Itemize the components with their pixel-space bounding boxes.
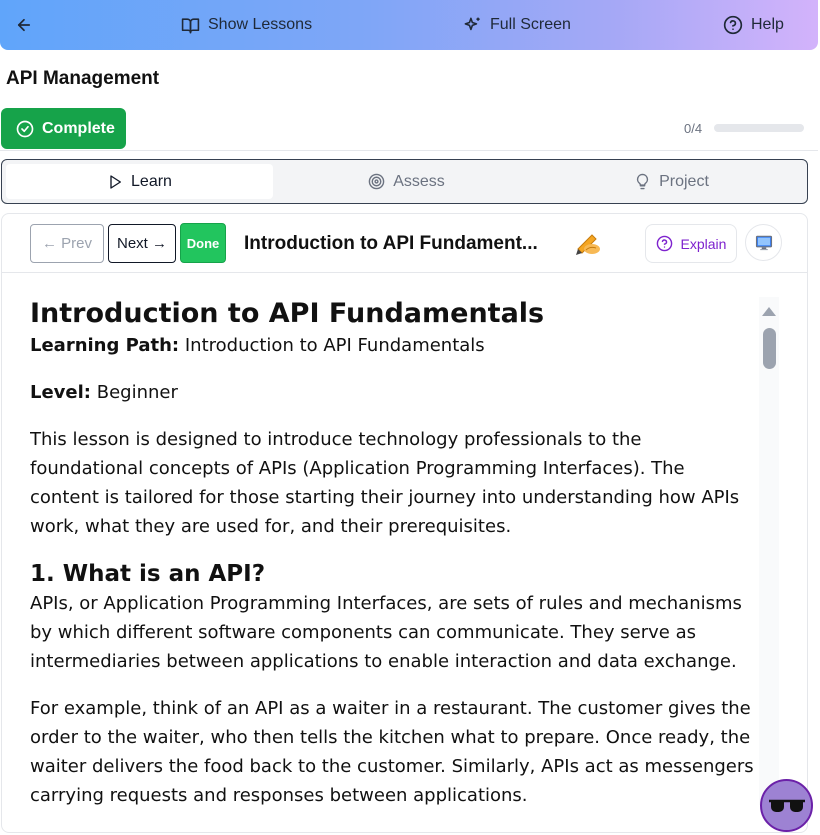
scrollbar[interactable] bbox=[759, 297, 779, 805]
tab-learn[interactable] bbox=[6, 164, 273, 199]
learning-path bbox=[30, 331, 758, 360]
help-button[interactable] bbox=[723, 13, 784, 37]
target-icon bbox=[368, 173, 385, 190]
back-button[interactable] bbox=[12, 13, 36, 37]
prev-button[interactable]: ← Prev bbox=[30, 224, 104, 263]
level-label: Level: bbox=[30, 382, 91, 403]
full-screen-button[interactable] bbox=[463, 13, 571, 37]
page-title: API Management bbox=[6, 68, 160, 89]
complete-label: Complete bbox=[42, 119, 115, 137]
level-value: Beginner bbox=[91, 382, 178, 403]
monitor-icon bbox=[755, 234, 773, 252]
lesson-card bbox=[1, 213, 808, 833]
tab-project[interactable] bbox=[540, 164, 803, 199]
help-label: Help bbox=[751, 16, 784, 33]
progress-bar bbox=[714, 124, 804, 132]
scroll-up-arrow-icon[interactable] bbox=[762, 307, 776, 316]
content-title: Introduction to API Fundamentals bbox=[30, 298, 545, 329]
sparkles-icon bbox=[463, 16, 482, 35]
help-circle-icon bbox=[656, 235, 673, 252]
lesson-content bbox=[30, 297, 758, 805]
lesson-tabs bbox=[1, 159, 808, 204]
next-button[interactable]: Next → bbox=[108, 224, 176, 263]
show-lessons-button[interactable] bbox=[181, 13, 312, 37]
help-circle-icon bbox=[723, 15, 743, 35]
tab-assess[interactable] bbox=[275, 164, 538, 199]
lightbulb-icon bbox=[634, 173, 651, 190]
progress-count: 0/4 bbox=[684, 121, 703, 136]
done-button[interactable]: Done bbox=[180, 223, 226, 263]
complete-button[interactable] bbox=[1, 108, 126, 149]
scrollbar-thumb[interactable] bbox=[763, 328, 776, 369]
explain-button[interactable] bbox=[645, 224, 737, 263]
check-circle-icon bbox=[16, 120, 34, 138]
writing-hand-icon bbox=[574, 231, 602, 257]
tab-learn-label: Learn bbox=[131, 172, 172, 190]
explain-label: Explain bbox=[680, 235, 727, 252]
glasses-icon bbox=[767, 795, 807, 817]
section-heading: 1. What is an API? bbox=[30, 561, 266, 587]
top-bar bbox=[0, 0, 818, 50]
section-paragraph: APIs, or Application Programming Interfaces, are sets of rules and mechanisms by which different software components can communicate. They serve as intermediaries between applications to enable interaction and data exchange. bbox=[30, 593, 742, 672]
play-icon bbox=[107, 174, 123, 190]
book-open-icon bbox=[181, 16, 200, 35]
divider bbox=[0, 150, 818, 151]
section-paragraph: For example, think of an API as a waiter in a restaurant. The customer gives the order to the waiter, who then tells the kitchen what to prepare. Once ready, the waiter delivers the food back to the customer. Similarly, APIs act as messengers carrying requests and responses between applications. bbox=[30, 698, 754, 805]
learning-path-value: Introduction to API Fundamentals bbox=[179, 335, 485, 356]
full-screen-label: Full Screen bbox=[490, 16, 571, 33]
screen-button[interactable] bbox=[745, 224, 782, 261]
assistant-avatar[interactable] bbox=[760, 779, 813, 832]
intro-paragraph: This lesson is designed to introduce technology professionals to the foundational concepts of APIs (Application Programming Interfaces). The content is tailored for those starting their journey into understanding how APIs work, what they are used for, and their prerequisites. bbox=[30, 429, 740, 537]
lesson-heading: Introduction to API Fundament... bbox=[244, 233, 538, 254]
tab-assess-label: Assess bbox=[393, 172, 445, 190]
lesson-toolbar bbox=[2, 214, 807, 273]
learning-path-label: Learning Path: bbox=[30, 335, 180, 356]
tab-project-label: Project bbox=[659, 172, 709, 190]
level bbox=[30, 378, 758, 407]
show-lessons-label: Show Lessons bbox=[208, 16, 313, 33]
arrow-left-icon bbox=[15, 16, 33, 34]
